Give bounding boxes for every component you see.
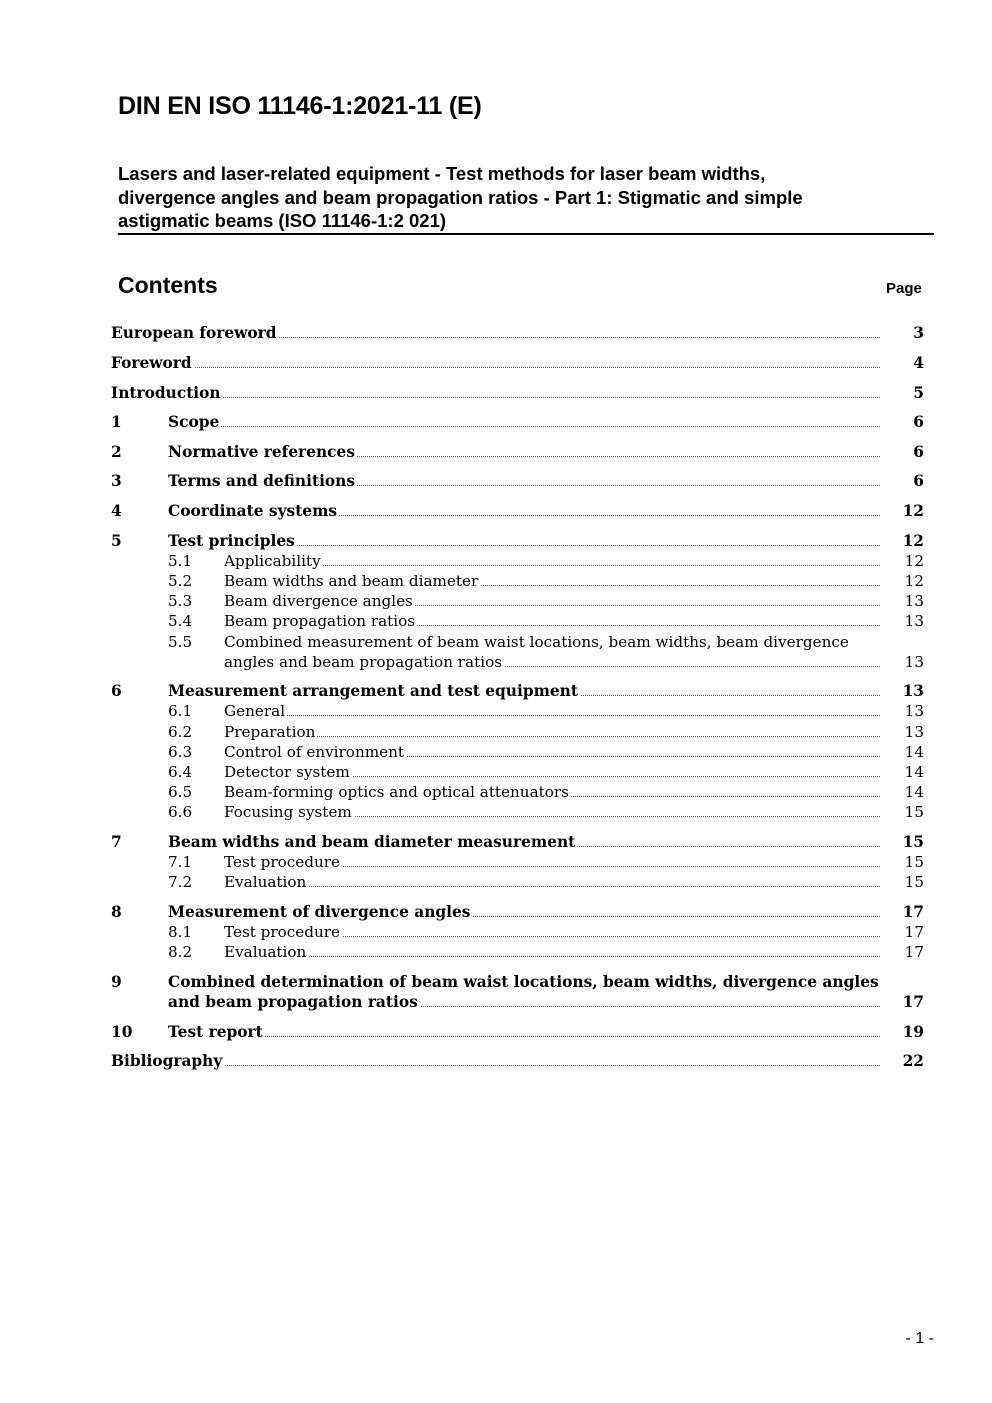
toc-entry-page: 14 <box>880 761 924 783</box>
toc-leader <box>224 956 924 957</box>
contents-heading: Contents <box>118 272 218 298</box>
toc-entry-page: 17 <box>880 941 924 963</box>
document-id: DIN EN ISO 11146-1:2021-11 (E) <box>118 92 482 120</box>
toc-entry[interactable] <box>0 610 992 632</box>
toc-entry-continuation[interactable] <box>0 991 992 1013</box>
page-number: - 1 - <box>905 1330 934 1347</box>
toc-entry[interactable] <box>0 941 992 963</box>
toc-entry-title: Introduction <box>111 384 221 402</box>
toc-entry-title: Beam widths and beam diameter measurement <box>168 833 576 851</box>
toc-entry-page: 13 <box>880 610 924 632</box>
toc-entry-number: 8.2 <box>168 943 193 961</box>
toc-entry-number: 7.1 <box>168 853 193 871</box>
toc-entry-number: 5.4 <box>168 612 193 630</box>
toc-entry-title: Test procedure <box>224 853 341 871</box>
toc-entry-number: 7 <box>111 833 122 851</box>
toc-entry-page: 12 <box>880 570 924 592</box>
toc-entry-page: 22 <box>880 1050 924 1072</box>
toc-entry-number: 6.1 <box>168 702 193 720</box>
toc-entry[interactable] <box>0 570 992 592</box>
toc-entry-title: Test report <box>168 1023 263 1041</box>
toc-entry-title: Coordinate systems <box>168 502 338 520</box>
toc-entry-page: 17 <box>880 991 924 1013</box>
toc-entry[interactable] <box>0 680 992 702</box>
toc-entry[interactable] <box>0 470 992 492</box>
toc-entry-title: Preparation <box>224 723 316 741</box>
toc-entry-page: 6 <box>880 411 924 433</box>
toc-entry[interactable] <box>0 721 992 743</box>
toc-entry[interactable] <box>0 500 992 522</box>
toc-entry-page: 14 <box>880 741 924 763</box>
toc-entry[interactable] <box>0 631 992 653</box>
toc-entry-number: 9 <box>111 973 122 991</box>
toc-entry-page: 13 <box>880 590 924 612</box>
document-title-line: divergence angles and beam propagation ratios - Part 1: Stigmatic and simple <box>118 186 803 208</box>
toc-entry-page: 13 <box>880 721 924 743</box>
toc-entry[interactable] <box>0 801 992 823</box>
toc-entry[interactable] <box>0 590 992 612</box>
toc-entry-title: Measurement arrangement and test equipment <box>168 682 578 700</box>
toc-entry-page: 13 <box>880 680 924 702</box>
toc-entry-page: 15 <box>880 801 924 823</box>
toc-entry-page: 12 <box>880 530 924 552</box>
toc-entry-page: 5 <box>880 382 924 404</box>
toc-entry-title: Test principles <box>168 532 295 550</box>
toc-entry[interactable] <box>0 851 992 873</box>
toc-leader <box>111 397 924 398</box>
toc-entry-title: Test procedure <box>224 923 341 941</box>
toc-entry[interactable] <box>0 1050 992 1072</box>
toc-entry-title: Foreword <box>111 354 192 372</box>
toc-entry-number: 6.2 <box>168 723 193 741</box>
toc-entry[interactable] <box>0 530 992 552</box>
toc-entry[interactable] <box>0 441 992 463</box>
toc-entry-number: 1 <box>111 413 122 431</box>
toc-entry-number: 5.3 <box>168 592 193 610</box>
toc-entry-number: 10 <box>111 1023 133 1041</box>
toc-entry-number: 6.6 <box>168 803 193 821</box>
toc-entry-page: 12 <box>880 500 924 522</box>
toc-entry-title: Focusing system <box>224 803 352 821</box>
toc-entry-page: 15 <box>880 871 924 893</box>
toc-entry-title: Normative references <box>168 443 355 461</box>
toc-entry-title: Beam propagation ratios <box>224 612 416 630</box>
toc-entry-title: Detector system <box>224 763 350 781</box>
toc-entry-number: 5.1 <box>168 552 193 570</box>
toc-entry-continuation[interactable] <box>0 651 992 673</box>
toc-entry-title: angles and beam propagation ratios <box>224 653 503 671</box>
toc-entry[interactable] <box>0 700 992 722</box>
toc-entry-page: 6 <box>880 441 924 463</box>
toc-entry-title: Measurement of divergence angles <box>168 903 471 921</box>
page-column-label: Page <box>886 280 922 297</box>
toc-entry-number: 5 <box>111 532 122 550</box>
toc-leader <box>224 715 924 716</box>
toc-entry-page: 17 <box>880 901 924 923</box>
toc-entry-number: 6.3 <box>168 743 193 761</box>
toc-entry-number: 5.2 <box>168 572 193 590</box>
toc-entry-title: Bibliography <box>111 1052 223 1070</box>
toc-leader <box>224 886 924 887</box>
toc-entry-title: Applicability <box>224 552 321 570</box>
toc-leader <box>168 426 924 427</box>
toc-entry[interactable] <box>0 901 992 923</box>
toc-leader <box>111 367 924 368</box>
toc-entry-page: 6 <box>880 470 924 492</box>
toc-entry-page: 13 <box>880 651 924 673</box>
toc-entry-title: European foreword <box>111 324 277 342</box>
toc-entry-title: Beam widths and beam diameter <box>224 572 479 590</box>
toc-entry-number: 6.5 <box>168 783 193 801</box>
toc-entry-title-line1: Combined determination of beam waist locations, beam widths, divergence angles <box>168 973 879 991</box>
toc-entry[interactable] <box>0 871 992 893</box>
toc-entry-number: 5.5 <box>168 633 193 651</box>
toc-entry-title: and beam propagation ratios <box>168 993 418 1011</box>
toc-leader <box>224 565 924 566</box>
toc-entry[interactable] <box>0 761 992 783</box>
toc-entry-page: 3 <box>880 322 924 344</box>
toc-entry[interactable] <box>0 352 992 374</box>
toc-entry-title: Terms and definitions <box>168 472 356 490</box>
toc-entry-number: 8.1 <box>168 923 193 941</box>
toc-entry-title: General <box>224 702 286 720</box>
toc-entry[interactable] <box>0 382 992 404</box>
toc-entry[interactable] <box>0 550 992 572</box>
toc-entry-number: 6.4 <box>168 763 193 781</box>
toc-entry-title: Beam-forming optics and optical attenuators <box>224 783 569 801</box>
toc-leader <box>168 1036 924 1037</box>
document-title-line: Lasers and laser-related equipment - Test methods for laser beam widths, <box>118 163 766 184</box>
toc-entry[interactable] <box>0 831 992 853</box>
toc-entry[interactable] <box>0 921 992 943</box>
toc-entry-page: 13 <box>880 700 924 722</box>
toc-entry-page: 14 <box>880 781 924 803</box>
toc-entry[interactable] <box>0 1021 992 1043</box>
toc-entry-page: 17 <box>880 921 924 943</box>
toc-entry-page: 12 <box>880 550 924 572</box>
document-title-line: astigmatic beams (ISO 11146-1:2 021) <box>118 210 447 231</box>
toc-entry-title: Scope <box>168 413 220 431</box>
toc-entry-page: 15 <box>880 851 924 873</box>
toc-entry[interactable] <box>0 971 992 993</box>
toc-entry-number: 4 <box>111 502 122 520</box>
toc-entry-number: 3 <box>111 472 122 490</box>
toc-entry-title: Beam divergence angles <box>224 592 413 610</box>
toc-entry-title: Evaluation <box>224 943 307 961</box>
toc-entry-number: 2 <box>111 443 122 461</box>
toc-entry[interactable] <box>0 411 992 433</box>
toc-entry-number: 6 <box>111 682 122 700</box>
toc-leader <box>111 1065 924 1066</box>
toc-entry[interactable] <box>0 781 992 803</box>
toc-entry[interactable] <box>0 322 992 344</box>
toc-entry-title-line1: Combined measurement of beam waist locations, beam widths, beam divergence <box>224 633 849 651</box>
toc-leader <box>224 736 924 737</box>
toc-entry-number: 7.2 <box>168 873 193 891</box>
toc-entry-page: 4 <box>880 352 924 374</box>
toc-entry-page: 19 <box>880 1021 924 1043</box>
toc-entry-page: 15 <box>880 831 924 853</box>
toc-entry-title: Control of environment <box>224 743 404 761</box>
toc-entry-title: Evaluation <box>224 873 307 891</box>
toc-entry-number: 8 <box>111 903 122 921</box>
toc-entry[interactable] <box>0 741 992 763</box>
